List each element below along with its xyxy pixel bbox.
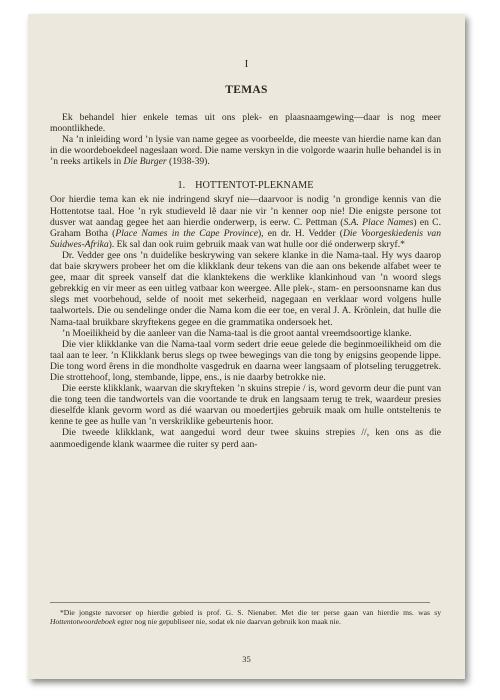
section-paragraph: Die vier klikklanke van die Nama-taal vorm sedert drie eeue gelede die beginmoeilikheid om die taal aan te leer. ’n Klikklank berus slegs op twee bewegings van die tong by enigsins geopende lippe. Die tong word êrens in die mondholte vasgedruk en daarna weer langsaam of plotseling teruggetrek. Die strottehoof, long, stembande, lippe, ens., is nie daarby betrokke nie. [50,338,441,383]
section-paragraph: Die tweede klikklank, wat aangedui word deur twee skuins strepies //, ken ons as die aanmoedigende klank waarmee die ruiter sy perd aan- [50,427,441,450]
section-paragraph: Dr. Vedder gee ons ’n duidelike beskrywing van sekere klanke in die Nama-taal. Hy wys daarop dat baie skrywers probeer het om die klikklank deur tekens van die aan ons bekende alfabet weer te gee, maar dit spreek vanself dat die klanktekens die werklike klankinhoud van ’n woord slegs gebrekkig en vir meer as een uitleg vatbaar kon weergee. Alle plek-, stam- en persoonsname kan dus slegs met voorbehoud, selde of nooit met sekerheid, nagegaan en verklaar word volgens hulle taalwortels. Die ou sendelinge onder die Nama kom die eer toe, en veral J. A. Krönlein, dat hulle die Nama-taal bruikbare skryftekens gegee en die grammatika ondersoek het. [50,249,441,328]
chapter-title: TEMAS [225,84,268,96]
footnote: *Die jongste navorser op hierdie gebied is prof. G. S. Nienaber. Met die ter perse gaan van hierdie ms. was sy Hottentotwoordeboek egter nog nie gepubliseer nie, sodat ek nie daarvan gebruik kon maak nie. [50,608,441,627]
section-paragraph: Die eerste klikklank, waarvan die skryfteken ’n skuins strepie / is, word gevorm deur die punt van die tong teen die tandwortels van die voortande te druk en langsaam terug te trek, waardeur presies dieselfde klank gevorm word as dié waarvan ou moedertjies gebruik maak om hulle ontsteltenis te kenne te gee as hulle van ’n verskriklike gebeurtenis hoor. [50,383,441,428]
chapter-number: I [244,58,249,70]
section-number: 1. [177,180,186,192]
section-paragraph: Oor hierdie tema kan ek nie indringend skryf nie—daarvoor is nodig ’n grondige kennis van die Hottentotse taal. Hoe ’n ryk studieveld lê daar nie vir ’n kenner oop nie! Die enigste persone tot dusver wat aandag gegee het aan hierdie onderwerp, is eerw. C. Pettman (S.A. Place Names) en C. Graham Botha (Place Names in the Cape Province), en dr. H. Vedder (Die Voorgeskiedenis van Suidwes-Afrika). Ek sal dan ook ruim gebruik maak van wat hulle oor dié onderwerp skryf.* [50,194,441,250]
footnote-rule [50,602,430,603]
section-heading [50,180,441,191]
intro-paragraph: Na ’n inleiding word ’n lysie van name gegee as voorbeelde, die meeste van hierdie name kan dan in die woordeboekdeel nageslaan word. Die name verskyn in die volgorde waarin hulle behandel is in ’n reeks artikels in Die Burger (1938-39). [50,134,441,168]
page-number: 35 [242,654,251,664]
section-title: HOTTENTOT-PLEKNAME [195,180,314,192]
intro-paragraph: Ek behandel hier enkele temas uit ons plek- en plaasnaamgewing—daar is nog meer moontlikhede. [50,112,441,135]
body-text [50,112,441,450]
section-paragraph: ’n Moeilikheid by die aanleer van die Nama-taal is die groot aantal vreemdsoortige klanke. [62,327,412,339]
book-page [28,14,465,679]
